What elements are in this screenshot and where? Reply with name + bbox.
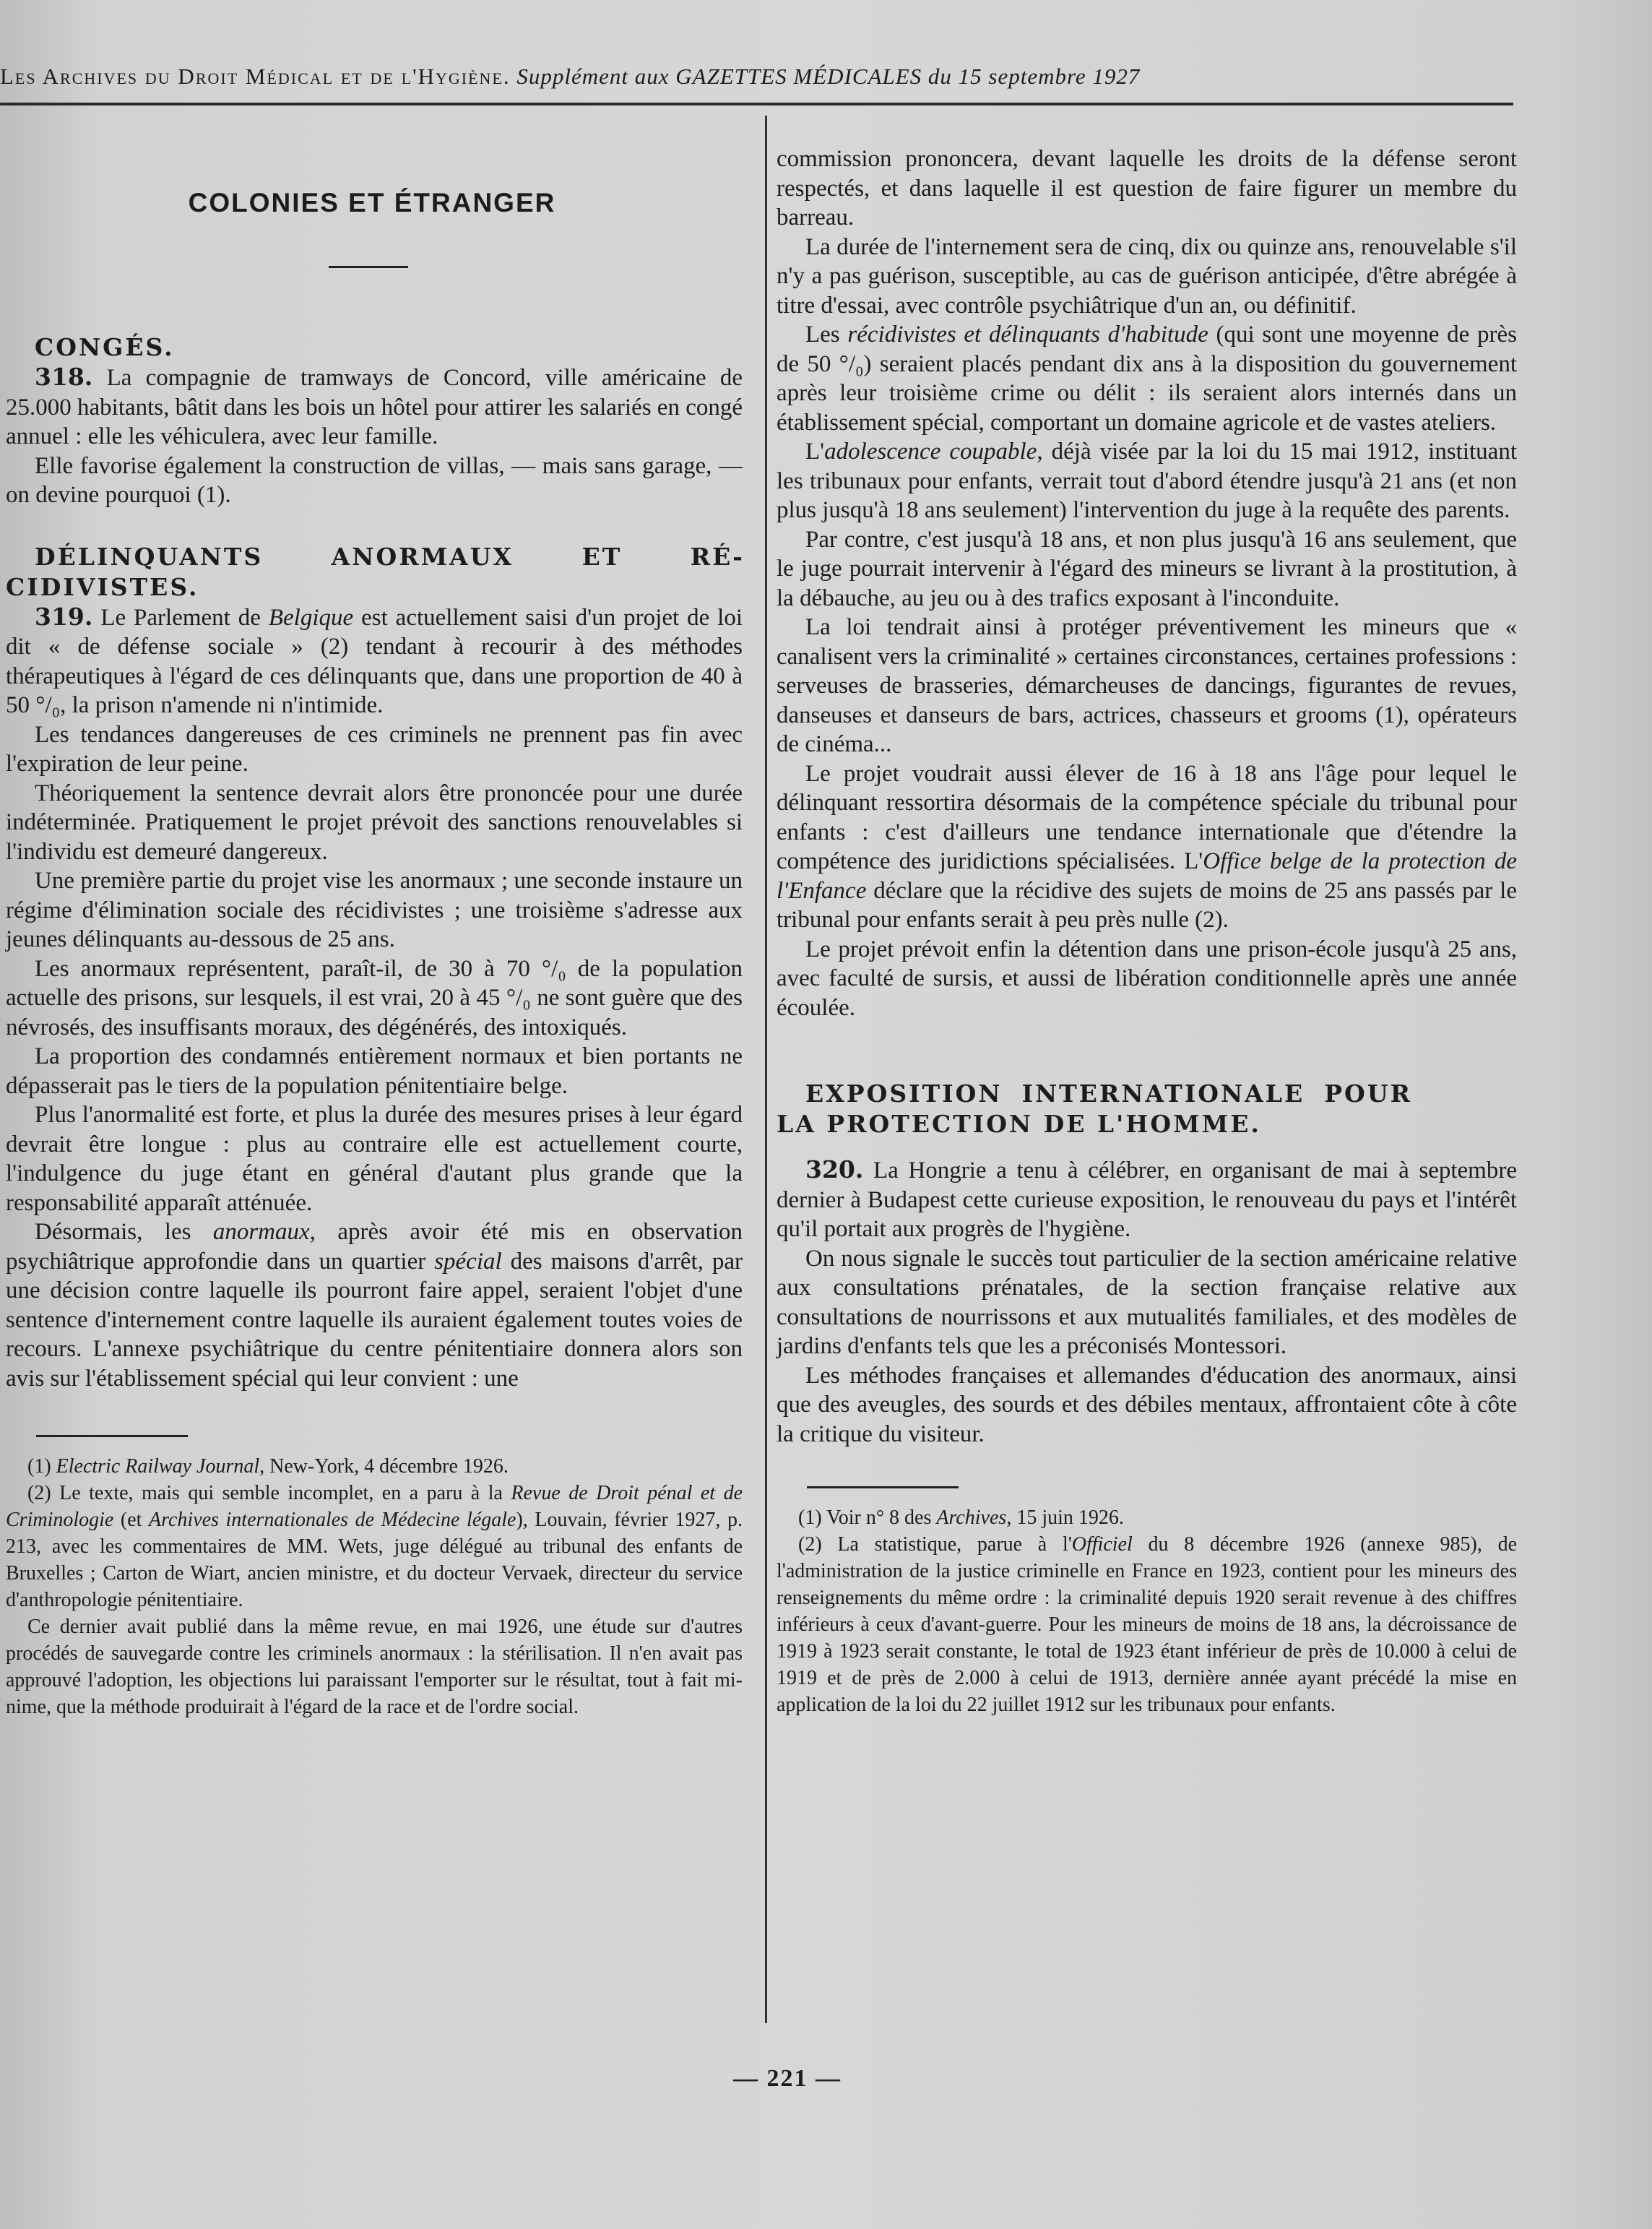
page-number: — 221 —	[733, 2065, 842, 2092]
article-number-319: 319.	[35, 602, 93, 631]
right-column	[777, 145, 1517, 1718]
rubric-delinquants: DÉLINQUANTS ANORMAUX ET RÉCIDIVISTES.	[6, 542, 743, 601]
article-number-318: 318.	[35, 363, 93, 391]
r7-suffix: déclare que la récidive des sujets de moins de 25 ans passés par le tribunal pour enfants serait à peu près nulle (2).	[777, 877, 1517, 933]
footnote-1	[6, 1453, 743, 1480]
footnote-r2	[777, 1531, 1517, 1718]
paragraph-318	[6, 363, 743, 452]
paragraph-r4	[777, 437, 1517, 525]
r3-prefix: Les	[805, 322, 848, 348]
footnote-2-continued: Ce dernier avait publié dans la même revue, en mai 1926, une étude sur d'autres procédés de sauvegarde contre les criminels anormaux : la stérilisation. Il n'en avait pas approuvé l'adoption, les objections lui paraissant l'emporter sur le résultat, tout à fait minime, que la méthode produirait à l'égard de la race et de l'ordre social.	[6, 1616, 743, 1718]
rfn2-suffix: du 8 décembre 1926 (annexe 985), de l'administration de la justice criminelle en France en 1923, contient pour les mineurs des renseignements du même ordre : la criminalité depuis 1920 serait revenue à des chiffres inférieurs à ceux d'avant-guerre. Pour les mineurs de moins de 18 ans, la décroissance de 1919 à 1923 serait constante, le total de 1923 étant inférieur de près de 10.000 à celui de 1919 et de près de 2.000 à celui de 1913, dernière année ayant précédé la mise en application de la loi du 22 juillet 1912 sur les tribunaux pour enfants.	[777, 1533, 1517, 1716]
left-column	[6, 332, 743, 1720]
rfn1-archives: Archives	[936, 1506, 1007, 1529]
footnote-rule-right	[807, 1486, 959, 1488]
r3-emphasis: récidivistes et délinquants d'habitude	[847, 322, 1208, 348]
text-319a-1: Le Parlement de	[100, 604, 269, 631]
paragraph-320	[777, 1155, 1517, 1244]
paragraph-r2: La durée de l'internement sera de cinq, dix ou quinze ans, renouvelable s'il n'y a pas guérison, susceptible, au cas de guérison anticipée, d'être abrégée à titre d'essai, avec contrôle psychiâtrique d'un an, ou définitif.	[777, 233, 1517, 319]
rubric-exposition: EXPOSITION INTERNATIONALE POUR LA PROTECTION DE L'HOMME.	[777, 1079, 1412, 1138]
text-belgique: Belgique	[268, 604, 354, 631]
rfn2-officiel: Officiel	[1071, 1533, 1133, 1556]
section-title: COLONIES ET ÉTRANGER	[188, 188, 556, 217]
text-8-2: , après avoir été mis en observation psychiâtrique approfondie dans un quartier	[6, 1219, 743, 1275]
r7-prefix: Le projet voudrait aussi élever de 16 à 18 ans l'âge pour lequel le délinquant ressortira désormais de la compétence spéciale du tribunal pour enfants : c'est d'ailleurs une tendance internationale que d'étendre la compétence des juridictions spécialisées. L'	[777, 760, 1517, 874]
fn2-mid: (et	[113, 1509, 150, 1531]
paragraph-r7	[777, 759, 1517, 935]
paragraph-5: Les anormaux représentent, paraît-il, de 30 à 70 °/₀ de la population actuelle des prisons, sur lesquels, il est vrai, 20 à 45 °/₀ ne sont guère que des névrosés, des insuffisants moraux, des dégénérés, des intoxiqués.	[6, 955, 743, 1040]
text-anormaux: anormaux	[212, 1219, 310, 1245]
footnotes-right	[777, 1504, 1517, 1718]
journal-title: Les Archives du Droit Médical et de l'Hygiène.	[0, 64, 511, 89]
fn2-suffix: ), Louvain, février 1927, p. 213, avec les commentaires de MM. Wets, juge délégué au tribunal des enfants de Bruxelles ; Carton de Wiart, ancien ministre, et du docteur Vervaek, directeur du service d'anthropologie pénitentiaire.	[6, 1509, 743, 1611]
paragraph-r11: Les méthodes françaises et allemandes d'éducation des anormaux, ainsi que des aveugles, des sourds et des débiles mentaux, affrontaient côte à côte la critique du visiteur.	[777, 1362, 1517, 1447]
paragraph-2: Les tendances dangereuses de ces criminels ne prennent pas fin avec l'expiration de leur peine.	[6, 721, 743, 777]
paragraph-318b: Elle favorise également la construction de villas, — mais sans garage, — on devine pourquoi (1).	[6, 452, 743, 508]
paragraph-r10: On nous signale le succès tout particulier de la section américaine relative aux consultations prénatales, de la section française relative aux consultations de nourrissons et aux mutualités familiales, et des modèles de jardins d'enfants tels que les a préconisés Montessori.	[777, 1245, 1517, 1359]
fn2-revue: Revue de Droit pénal et de Criminologie	[6, 1482, 743, 1531]
rfn1-suffix: , 15 juin 1926.	[1006, 1506, 1124, 1529]
header-rule	[0, 103, 1513, 105]
text-8-3: des maisons d'arrêt, par une décision contre laquelle ils pourront faire appel, seraient l'objet d'une sentence d'internement contre laquelle ils auraient également toutes voies de recours. L'annexe psychiâtrique du centre pénitentiaire donnera alors son avis sur l'établissement spécial qui leur convient : une	[6, 1248, 743, 1392]
fn2-prefix: (2) Le texte, mais qui semble incomplet, en a paru à la	[27, 1482, 511, 1504]
text-special: spécial	[434, 1248, 502, 1275]
rfn2-prefix: (2) La statistique, parue à l'	[798, 1533, 1072, 1556]
footnote-r1	[777, 1504, 1517, 1531]
paragraph-3: Théoriquement la sentence devrait alors être prononcée pour une durée indéterminée. Pratiquement le projet prévoit des sanctions renouvelables si l'individu est demeuré dangereux.	[6, 780, 743, 865]
paragraph-8	[6, 1217, 743, 1393]
paragraph-6: La proportion des condamnés entièrement normaux et bien portants ne dépasserait pas le tiers de la population pénitentiaire belge.	[6, 1043, 743, 1099]
fn2-archives: Archives internationales de Médecine légale	[149, 1509, 516, 1531]
rfn1-prefix: (1) Voir n° 8 des	[798, 1506, 937, 1529]
r4-prefix: L'	[805, 439, 825, 465]
rubric-conges: CONGÉS.	[35, 333, 175, 361]
text-318a: La compagnie de tramways de Concord, ville américaine de 25.000 habitants, bâtit dans les bois un hôtel pour attirer les salariés en congé annuel : elle les véhiculera, avec leur famille.	[6, 365, 743, 449]
supplement-line: Supplément aux GAZETTES MÉDICALES du 15 septembre 1927	[516, 64, 1141, 89]
footnotes-left	[6, 1453, 743, 1720]
article-number-320: 320.	[805, 1155, 864, 1184]
column-divider	[765, 116, 767, 2023]
text-8-1: Désormais, les	[35, 1219, 213, 1245]
paragraph-r6: La loi tendrait ainsi à protéger préventivement les mineurs que « canalisent vers la criminalité » certaines circonstances, certaines professions : serveuses de brasseries, démarcheuses de dancings, figurantes de revues, danseuses et danseurs de bars, actrices, chasseurs et grooms (1), opérateurs de cinéma...	[777, 614, 1517, 757]
r7-emphasis: Office belge de la protection de l'Enfance	[777, 848, 1517, 904]
text-320: La Hongrie a tenu à célébrer, en organisant de mai à septembre dernier à Budapest cette curieuse exposition, le renouveau du pays et l'intérêt qu'il portait aux progrès de l'hygiène.	[777, 1157, 1517, 1242]
fn1-suffix: , New-York, 4 décembre 1926.	[259, 1455, 509, 1478]
paragraph-7: Plus l'anormalité est forte, et plus la durée des mesures prises à leur égard devrait être longue : plus au contraire elle est actuellement courte, l'indulgence du juge étant en général d'autant plus grande que la responsabilité apparaît atténuée.	[6, 1102, 743, 1216]
footnote-2	[6, 1480, 743, 1613]
paragraph-r3	[777, 320, 1517, 437]
fn1-journal: Electric Railway Journal	[56, 1455, 260, 1478]
r4-suffix: , déjà visée par la loi du 15 mai 1912, instituant les tribunaux pour enfants, verrait tout d'abord étendre jusqu'à 21 ans (et non plus jusqu'à 18 ans seulement) l'intervention du juge à la requête des parents.	[777, 439, 1518, 523]
paragraph-319	[6, 603, 743, 720]
r3-suffix: (qui sont une moyenne de près de 50 °/₀) seraient placés pendant dix ans à la disposition du gouvernement après leur troisième crime ou délit : ils seraient alors internés dans un établissement spécial, comportant un domaine agricole et de vastes ateliers.	[777, 322, 1518, 436]
section-title-rule	[329, 266, 408, 268]
footnote-rule	[36, 1435, 188, 1437]
fn1-prefix: (1)	[27, 1455, 56, 1478]
r4-emphasis: adolescence coupable	[824, 439, 1037, 465]
text-319a-2: est actuellement saisi d'un projet de loi dit « de défense sociale » (2) tendant à recourir à des méthodes thérapeutiques à l'égard de ces délinquants que, dans une proportion de 40 à 50 °/₀, la prison n'amende ni n'intimide.	[6, 604, 743, 718]
paragraph-r1: commission prononcera, devant laquelle les droits de la défense seront respectés, et dans laquelle il est question de faire figurer un membre du barreau.	[777, 146, 1517, 230]
paragraph-4: Une première partie du projet vise les anormaux ; une seconde instaure un régime d'élimination sociale des récidivistes ; une troisième s'adresse aux jeunes délinquants au-dessous de 25 ans.	[6, 868, 743, 952]
paragraph-r5: Par contre, c'est jusqu'à 18 ans, et non plus jusqu'à 16 ans seulement, que le juge pourrait intervenir à l'égard des mineurs se livrant à la prostitution, à la débauche, au jeu ou à des trafics exposant à l'inconduite.	[777, 526, 1517, 611]
running-header	[0, 64, 1513, 90]
paragraph-r8: Le projet prévoit enfin la détention dans une prison-école jusqu'à 25 ans, avec faculté de sursis, et aussi de libération conditionnelle après une année écoulée.	[777, 936, 1517, 1021]
